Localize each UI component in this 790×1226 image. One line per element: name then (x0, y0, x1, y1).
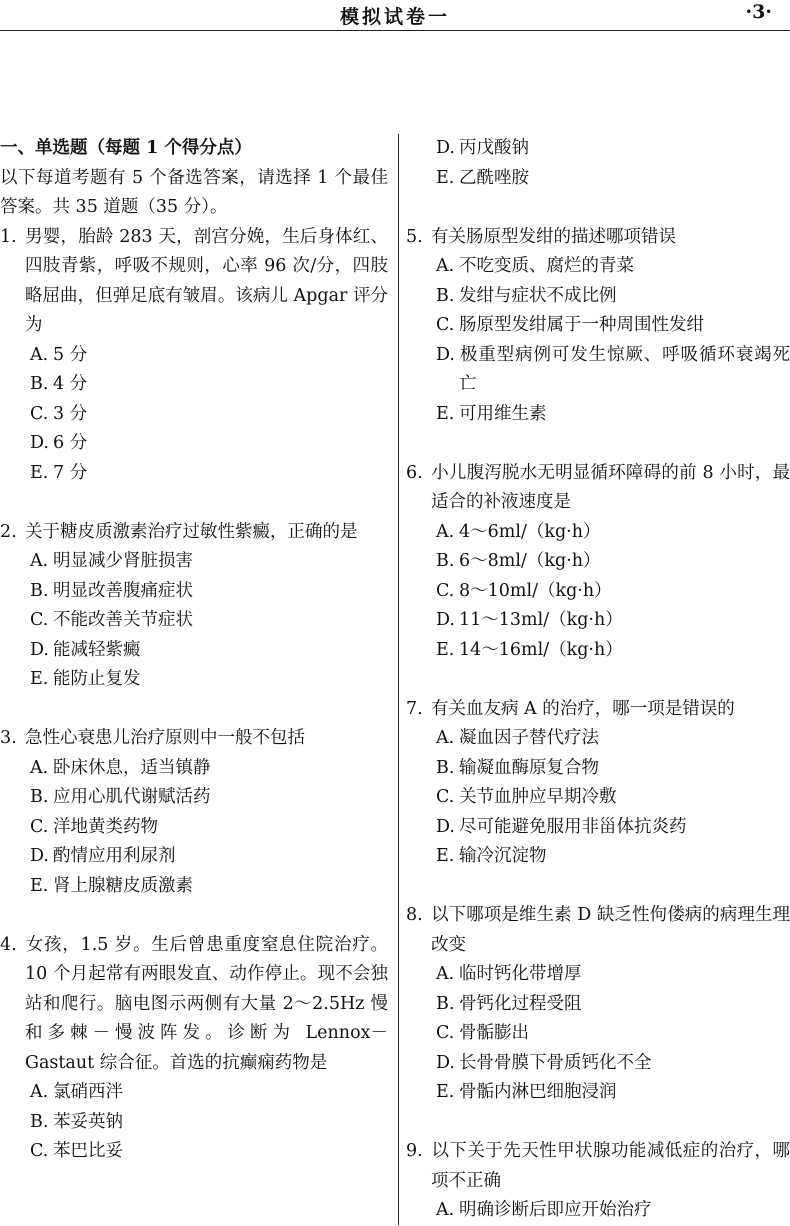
question-item (406, 695, 790, 872)
left-question-list (0, 223, 388, 1167)
answer-option (0, 341, 388, 371)
answer-option (406, 400, 790, 430)
answer-option (406, 341, 790, 400)
option-text: 长骨骨膜下骨质钙化不全 (459, 1052, 652, 1073)
answer-option (406, 783, 790, 813)
option-text: 不吃变质、腐烂的青菜 (459, 256, 634, 276)
answer-option (0, 754, 388, 784)
right-question-list (406, 223, 790, 1226)
answer-option (406, 724, 790, 754)
option-text: 输冷沉淀物 (459, 846, 547, 866)
question-item (0, 931, 388, 1167)
option-label: B. (30, 580, 49, 601)
header-title: 模拟试卷一 (339, 6, 450, 28)
answer-option (406, 606, 790, 636)
continued-options (406, 134, 790, 193)
option-text: 7 分 (53, 462, 88, 483)
option-label: D. (30, 433, 49, 453)
option-label: A. (436, 256, 455, 276)
question-item (0, 518, 388, 695)
answer-option (0, 872, 388, 902)
answer-option (0, 842, 388, 872)
section-title: 一、单选题（每题 1 个得分点） (0, 138, 252, 158)
question-text: 有关肠原型发绀的描述哪项错误 (431, 226, 676, 247)
option-label: C. (30, 610, 49, 630)
left-column (0, 134, 388, 1167)
answer-option (406, 842, 790, 872)
option-label: B. (30, 787, 49, 807)
answer-option (0, 783, 388, 813)
option-text: 11～13ml/（kg·h） (459, 610, 623, 630)
answer-option (406, 1019, 790, 1049)
option-label: A. (30, 344, 49, 365)
question-number: 7. (406, 698, 423, 719)
answer-option (0, 1108, 388, 1138)
option-label: A. (30, 757, 49, 778)
option-label: A. (436, 728, 455, 748)
question-stem (406, 901, 790, 960)
option-label: B. (436, 551, 455, 571)
option-text: 能减轻紫癜 (53, 639, 141, 660)
option-text: 临时钙化带增厚 (459, 964, 582, 984)
option-text: 关节血肿应早期冷敷 (459, 787, 617, 807)
option-label: A. (436, 1200, 455, 1220)
question-stem (0, 931, 388, 1079)
question-number: 2. (0, 521, 17, 542)
option-text: 4 分 (53, 374, 88, 394)
question-item (406, 223, 790, 430)
option-text: 8～10ml/（kg·h） (459, 580, 612, 601)
question-number: 4. (0, 934, 17, 955)
option-label: C. (436, 1023, 455, 1043)
option-text: 骨骺膨出 (459, 1023, 529, 1043)
option-text: 3 分 (53, 403, 88, 424)
option-text: 5 分 (53, 344, 88, 365)
option-text: 发绀与症状不成比例 (459, 285, 617, 306)
question-text: 急性心衰患儿治疗原则中一般不包括 (25, 728, 305, 748)
answer-option (406, 252, 790, 282)
option-text: 6～8ml/（kg·h） (459, 551, 601, 571)
answer-option (406, 164, 790, 194)
option-text: 卧床休息，适当镇静 (53, 757, 211, 778)
option-text: 苯巴比妥 (53, 1141, 123, 1161)
question-stem (406, 223, 790, 253)
answer-option (0, 1078, 388, 1108)
question-item (0, 724, 388, 901)
option-label: E. (436, 403, 455, 424)
option-text: 14～16ml/（kg·h） (459, 639, 623, 660)
page-number: ·3· (745, 1, 772, 23)
question-item (406, 1137, 790, 1226)
option-label: B. (30, 1111, 49, 1132)
option-label: E. (436, 639, 455, 660)
option-text: 应用心肌代谢赋活药 (53, 787, 211, 807)
option-text: 尽可能避免服用非甾体抗炎药 (459, 816, 687, 837)
option-label: D. (30, 846, 49, 866)
answer-option (0, 665, 388, 695)
option-text: 肠原型发绀属于一种周围性发绀 (459, 315, 704, 335)
option-text: 氯硝西泮 (53, 1082, 123, 1102)
answer-option (0, 1137, 388, 1167)
option-text: 极重型病例可发生惊厥、呼吸循环衰竭死亡 (459, 344, 790, 394)
option-label: A. (436, 964, 455, 984)
question-text: 以下关于先天性甲状腺功能减低症的治疗，哪项不正确 (431, 1141, 790, 1191)
question-number: 5. (406, 226, 423, 247)
option-text: 骨骺内淋巴细胞浸润 (459, 1082, 617, 1102)
option-label: E. (30, 875, 49, 896)
answer-option (0, 400, 388, 430)
option-label: A. (30, 551, 49, 571)
question-stem (406, 695, 790, 725)
question-item (406, 901, 790, 1108)
answer-option (406, 754, 790, 784)
option-label: D. (436, 816, 455, 837)
option-text: 苯妥英钠 (53, 1111, 123, 1132)
question-stem (0, 518, 388, 548)
question-number: 3. (0, 728, 17, 748)
question-text: 关于糖皮质激素治疗过敏性紫癜，正确的是 (25, 521, 358, 542)
question-item (0, 223, 388, 489)
answer-option (406, 311, 790, 341)
option-text: 明显减少肾脏损害 (53, 551, 193, 571)
option-label: D. (436, 138, 455, 158)
answer-option (0, 606, 388, 636)
section-instruction: 以下每道考题有 5 个备选答案，请选择 1 个最佳答案。共 35 道题（35 分）。 (0, 167, 388, 217)
question-text: 小儿腹泻脱水无明显循环障碍的前 8 小时，最适合的补液速度是 (431, 462, 790, 512)
option-label: B. (30, 374, 49, 394)
option-text: 肾上腺糖皮质激素 (53, 875, 193, 896)
question-number: 8. (406, 905, 423, 925)
option-label: E. (436, 167, 455, 188)
option-text: 6 分 (53, 433, 88, 453)
option-text: 明确诊断后即应开始治疗 (459, 1200, 652, 1220)
question-item (406, 459, 790, 666)
option-text: 骨钙化过程受阻 (459, 993, 582, 1014)
option-label: E. (30, 462, 49, 483)
column-divider (398, 134, 399, 1225)
answer-option (406, 577, 790, 607)
option-text: 4～6ml/（kg·h） (459, 521, 601, 542)
option-label: C. (436, 315, 455, 335)
question-stem (0, 724, 388, 754)
option-label: D. (30, 639, 49, 660)
question-text: 男婴，胎龄 283 天，剖宫分娩，生后身体红、四肢青紫，呼吸不规则，心率 96 次/分，四肢略屈曲，但弹足底有皱眉。该病儿 Apgar 评分为 (25, 226, 388, 335)
option-label: E. (436, 1082, 455, 1102)
answer-option (406, 813, 790, 843)
option-label: A. (30, 1082, 49, 1102)
answer-option (0, 636, 388, 666)
option-label: B. (436, 993, 455, 1014)
option-label: B. (436, 757, 455, 778)
option-text: 凝血因子替代疗法 (459, 728, 599, 748)
question-text: 以下哪项是维生素 D 缺乏性佝偻病的病理生理改变 (431, 905, 790, 955)
option-label: C. (436, 787, 455, 807)
question-number: 9. (406, 1141, 423, 1161)
option-label: C. (30, 816, 49, 837)
option-label: D. (436, 344, 455, 365)
question-stem (406, 1137, 790, 1196)
option-text: 可用维生素 (459, 403, 547, 424)
option-label: B. (436, 285, 455, 306)
option-text: 丙戊酸钠 (459, 138, 529, 158)
answer-option (0, 370, 388, 400)
option-text: 洋地黄类药物 (53, 816, 158, 837)
answer-option (406, 134, 790, 164)
option-label: E. (30, 669, 49, 689)
answer-option (0, 429, 388, 459)
option-label: C. (30, 403, 49, 424)
question-number: 6. (406, 462, 423, 483)
answer-option (406, 1078, 790, 1108)
question-stem (0, 223, 388, 341)
answer-option (406, 960, 790, 990)
answer-option (0, 813, 388, 843)
option-label: D. (436, 610, 455, 630)
answer-option (406, 547, 790, 577)
option-label: A. (436, 521, 455, 542)
answer-option (406, 1196, 790, 1226)
answer-option (406, 636, 790, 666)
question-text: 有关血友病 A 的治疗，哪一项是错误的 (431, 698, 735, 719)
answer-option (406, 1049, 790, 1079)
right-column (406, 134, 790, 1226)
option-label: D. (436, 1052, 455, 1073)
answer-option (406, 990, 790, 1020)
option-text: 能防止复发 (53, 669, 141, 689)
answer-option (0, 577, 388, 607)
answer-option (406, 282, 790, 312)
option-text: 明显改善腹痛症状 (53, 580, 193, 601)
option-text: 不能改善关节症状 (53, 610, 193, 630)
option-label: C. (436, 580, 455, 601)
option-text: 乙酰唑胺 (459, 167, 529, 188)
option-text: 酌情应用利尿剂 (53, 846, 176, 866)
option-label: C. (30, 1141, 49, 1161)
question-stem (406, 459, 790, 518)
answer-option (0, 459, 388, 489)
page-header (0, 0, 790, 31)
question-number: 1. (0, 226, 17, 247)
answer-option (0, 547, 388, 577)
option-label: E. (436, 846, 455, 866)
answer-option (406, 518, 790, 548)
option-text: 输凝血酶原复合物 (459, 757, 599, 778)
question-text: 女孩，1.5 岁。生后曾患重度窒息住院治疗。10 个月起常有两眼发直、动作停止。现不会独站和爬行。脑电图示两侧有大量 2～2.5Hz 慢和多棘－慢波阵发。诊断为 Lennox－Gastaut 综合征。首选的抗癫痫药物是 (25, 934, 388, 1073)
